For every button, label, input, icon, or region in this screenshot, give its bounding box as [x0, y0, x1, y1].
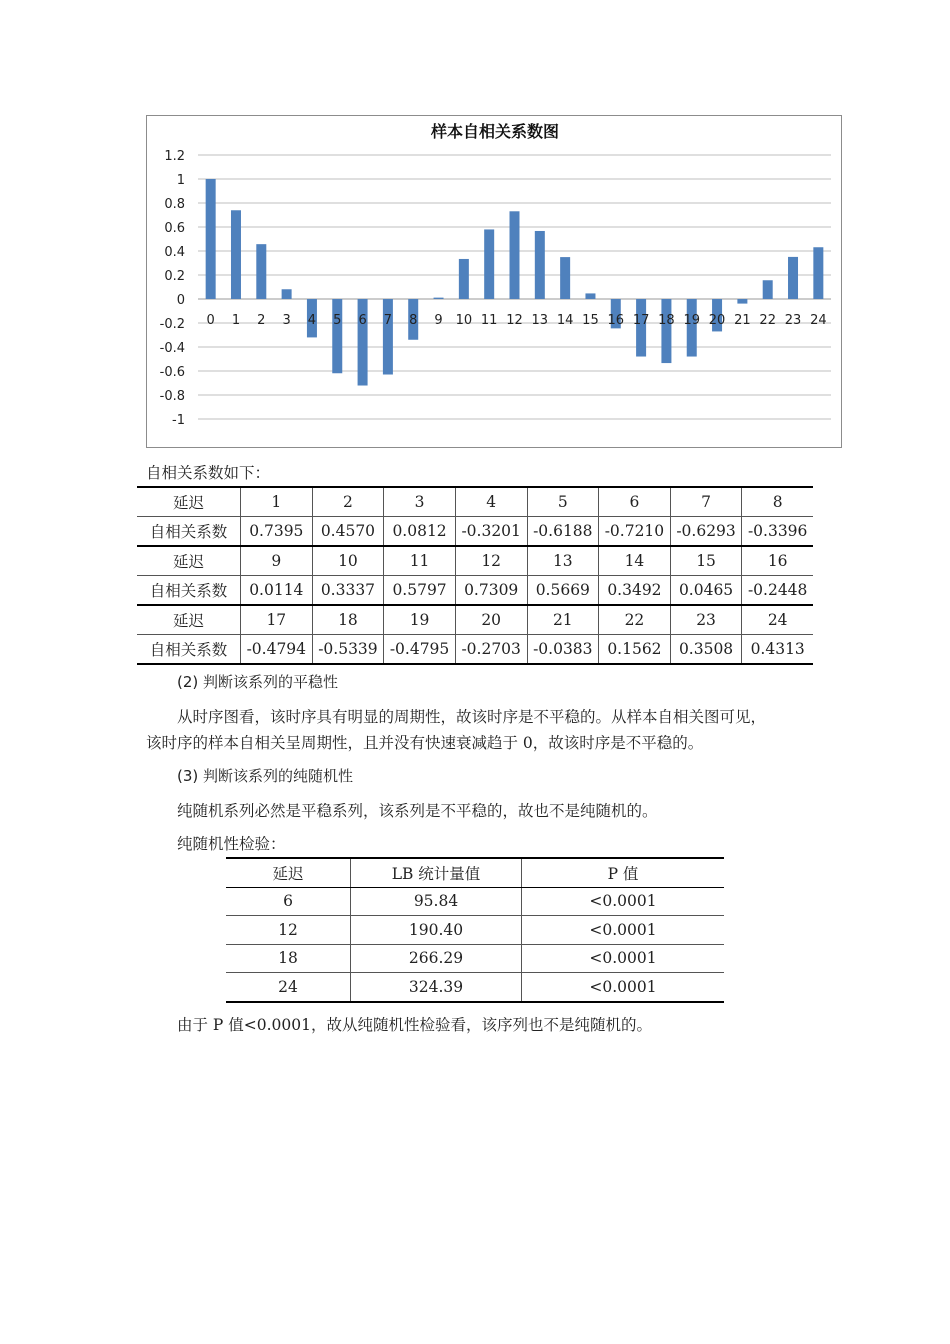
lb-cell: 324.39: [351, 973, 522, 1002]
y-tick-label: -0.2: [159, 317, 185, 332]
lb-row: [226, 944, 724, 973]
x-tick-label: 17: [632, 313, 650, 328]
x-tick-label: 23: [784, 313, 802, 328]
section3-heading: (3) 判断该系列的纯随机性: [177, 767, 354, 785]
lb-cell: <0.0001: [522, 916, 725, 945]
y-tick-label: -0.4: [159, 341, 185, 356]
acf-bar-lag-21: [737, 299, 747, 304]
lag-cell: 5: [527, 487, 599, 517]
acf-bar-lag-12: [510, 211, 520, 299]
x-tick-label: 4: [307, 313, 317, 328]
acf-bar-lag-24: [813, 247, 823, 299]
x-tick-label: 19: [683, 313, 701, 328]
lb-header-cell: 延迟: [226, 858, 351, 887]
x-tick-label: 10: [455, 313, 473, 328]
x-tick-label: 24: [810, 313, 827, 328]
lb-cell: 6: [226, 887, 351, 916]
lag-cell: 17: [241, 605, 313, 635]
lag-cell: 24: [742, 605, 813, 635]
x-tick-label: 11: [480, 313, 498, 328]
x-tick-label: 16: [607, 313, 625, 328]
lag-label: 延迟: [137, 605, 241, 635]
x-tick-label: 9: [434, 313, 443, 328]
coef-cell: 0.0114: [241, 576, 313, 606]
lag-cell: 16: [742, 546, 813, 576]
coef-cell: 0.3337: [312, 576, 384, 606]
lb-row: [226, 916, 724, 945]
coef-cell: 0.0812: [384, 517, 456, 547]
coef-cell: 0.7309: [455, 576, 527, 606]
lag-cell: 22: [599, 605, 671, 635]
lag-cell: 20: [455, 605, 527, 635]
lb-header-row: [226, 858, 724, 887]
lag-cell: 19: [384, 605, 456, 635]
coef-cell: -0.6188: [527, 517, 599, 547]
x-tick-label: 12: [506, 313, 523, 328]
acf-bar-lag-3: [282, 289, 292, 299]
coef-cell: -0.3201: [455, 517, 527, 547]
acf-coef-row: [137, 517, 813, 547]
lb-row: [226, 887, 724, 916]
lb-header-cell: P 值: [522, 858, 725, 887]
lag-label: 延迟: [137, 546, 241, 576]
acf-lag-row: [137, 487, 813, 517]
coef-cell: 0.7395: [241, 517, 313, 547]
acf-lag-row: [137, 605, 813, 635]
acf-bar-lag-13: [535, 231, 545, 299]
acf-bar-lag-6: [358, 299, 368, 386]
coef-cell: -0.3396: [742, 517, 813, 547]
coef-cell: 0.3508: [670, 635, 742, 665]
coef-cell: -0.7210: [599, 517, 671, 547]
chart-title: 样本自相关系数图: [430, 122, 560, 141]
lag-cell: 23: [670, 605, 742, 635]
x-tick-label: 8: [409, 313, 418, 328]
acf-chart-svg: [147, 116, 843, 449]
acf-bar-lag-18: [661, 299, 671, 363]
coef-cell: 0.5669: [527, 576, 599, 606]
coef-label: 自相关系数: [137, 635, 241, 665]
acf-bar-lag-23: [788, 257, 798, 299]
acf-bar-lag-7: [383, 299, 393, 375]
lb-cell: 12: [226, 916, 351, 945]
lag-label: 延迟: [137, 487, 241, 517]
x-tick-label: 14: [556, 313, 574, 328]
lag-cell: 11: [384, 546, 456, 576]
lb-header-cell: LB 统计量值: [351, 858, 522, 887]
x-tick-label: 3: [282, 313, 291, 328]
acf-lag-row: [137, 546, 813, 576]
x-tick-label: 20: [708, 313, 726, 328]
coef-cell: -0.4795: [384, 635, 456, 665]
coef-label: 自相关系数: [137, 576, 241, 606]
acf-bar-lag-11: [484, 229, 494, 299]
lag-cell: 14: [599, 546, 671, 576]
lb-cell: <0.0001: [522, 973, 725, 1002]
coef-cell: 0.3492: [599, 576, 671, 606]
lb-cell: 24: [226, 973, 351, 1002]
x-tick-label: 22: [759, 313, 776, 328]
lag-cell: 9: [241, 546, 313, 576]
lb-cell: 190.40: [351, 916, 522, 945]
coef-cell: -0.0383: [527, 635, 599, 665]
coef-cell: 0.1562: [599, 635, 671, 665]
acf-bar-lag-1: [231, 210, 241, 299]
y-tick-label: 0: [176, 293, 185, 308]
lag-cell: 15: [670, 546, 742, 576]
coef-cell: 0.5797: [384, 576, 456, 606]
conclusion: 由于 P 值<0.0001，故从纯随机性检验看，该序列也不是纯随机的。: [177, 1016, 653, 1034]
coef-cell: 0.4570: [312, 517, 384, 547]
coef-cell: 0.0465: [670, 576, 742, 606]
acf-bar-lag-15: [585, 293, 595, 299]
section2-para-line1: 从时序图看，该时序具有明显的周期性，故该时序是不平稳的。从样本自相关图可见，: [177, 708, 767, 726]
y-tick-label: -0.6: [159, 365, 185, 380]
y-tick-label: 1: [176, 173, 185, 188]
acf-coef-row: [137, 576, 813, 606]
section2-para-line2: 该时序的样本自相关呈周期性，且并没有快速衰减趋于 0，故该时序是不平稳的。: [146, 734, 704, 752]
acf-bar-lag-10: [459, 259, 469, 299]
y-tick-label: 0.2: [164, 269, 185, 284]
lag-cell: 6: [599, 487, 671, 517]
coef-cell: 0.4313: [742, 635, 813, 665]
y-tick-label: 1.2: [164, 149, 185, 164]
acf-bar-lag-5: [332, 299, 342, 373]
acf-bar-lag-2: [256, 244, 266, 299]
lb-table: [226, 857, 724, 1003]
acf-chart: [146, 115, 842, 448]
x-tick-label: 21: [734, 313, 751, 328]
lb-intro: 纯随机性检验：: [177, 835, 286, 853]
lb-row: [226, 973, 724, 1002]
lag-cell: 13: [527, 546, 599, 576]
coef-cell: -0.6293: [670, 517, 742, 547]
x-tick-label: 15: [582, 313, 599, 328]
x-tick-label: 13: [531, 313, 549, 328]
lb-cell: 18: [226, 944, 351, 973]
lb-cell: <0.0001: [522, 887, 725, 916]
coef-cell: -0.2448: [742, 576, 813, 606]
acf-bar-lag-9: [434, 298, 444, 299]
y-tick-label: -0.8: [159, 389, 185, 404]
lag-cell: 8: [742, 487, 813, 517]
y-tick-label: 0.4: [164, 245, 185, 260]
acf-intro: 自相关系数如下：: [146, 464, 271, 482]
lag-cell: 2: [312, 487, 384, 517]
y-tick-label: 0.6: [164, 221, 185, 236]
coef-label: 自相关系数: [137, 517, 241, 547]
lag-cell: 7: [670, 487, 742, 517]
x-tick-label: 7: [383, 313, 393, 328]
acf-bar-lag-14: [560, 257, 570, 299]
x-tick-label: 6: [358, 313, 367, 328]
acf-table: [137, 486, 813, 665]
section3-para: 纯随机系列必然是平稳系列，该系列是不平稳的，故也不是纯随机的。: [177, 802, 658, 820]
acf-coef-row: [137, 635, 813, 665]
lag-cell: 18: [312, 605, 384, 635]
x-tick-label: 2: [257, 313, 266, 328]
x-tick-label: 18: [658, 313, 675, 328]
lb-cell: 95.84: [351, 887, 522, 916]
lag-cell: 10: [312, 546, 384, 576]
section2-heading: (2) 判断该系列的平稳性: [177, 673, 339, 691]
coef-cell: -0.4794: [241, 635, 313, 665]
lb-cell: <0.0001: [522, 944, 725, 973]
y-tick-label: -1: [172, 413, 185, 428]
x-tick-label: 1: [231, 313, 241, 328]
lag-cell: 12: [455, 546, 527, 576]
y-tick-label: 0.8: [164, 197, 185, 212]
acf-bar-lag-0: [206, 179, 216, 299]
x-tick-label: 5: [333, 313, 342, 328]
lb-cell: 266.29: [351, 944, 522, 973]
x-tick-label: 0: [206, 313, 215, 328]
lag-cell: 4: [455, 487, 527, 517]
lag-cell: 21: [527, 605, 599, 635]
acf-bar-lag-22: [763, 280, 773, 299]
coef-cell: -0.5339: [312, 635, 384, 665]
coef-cell: -0.2703: [455, 635, 527, 665]
lag-cell: 3: [384, 487, 456, 517]
lag-cell: 1: [241, 487, 313, 517]
